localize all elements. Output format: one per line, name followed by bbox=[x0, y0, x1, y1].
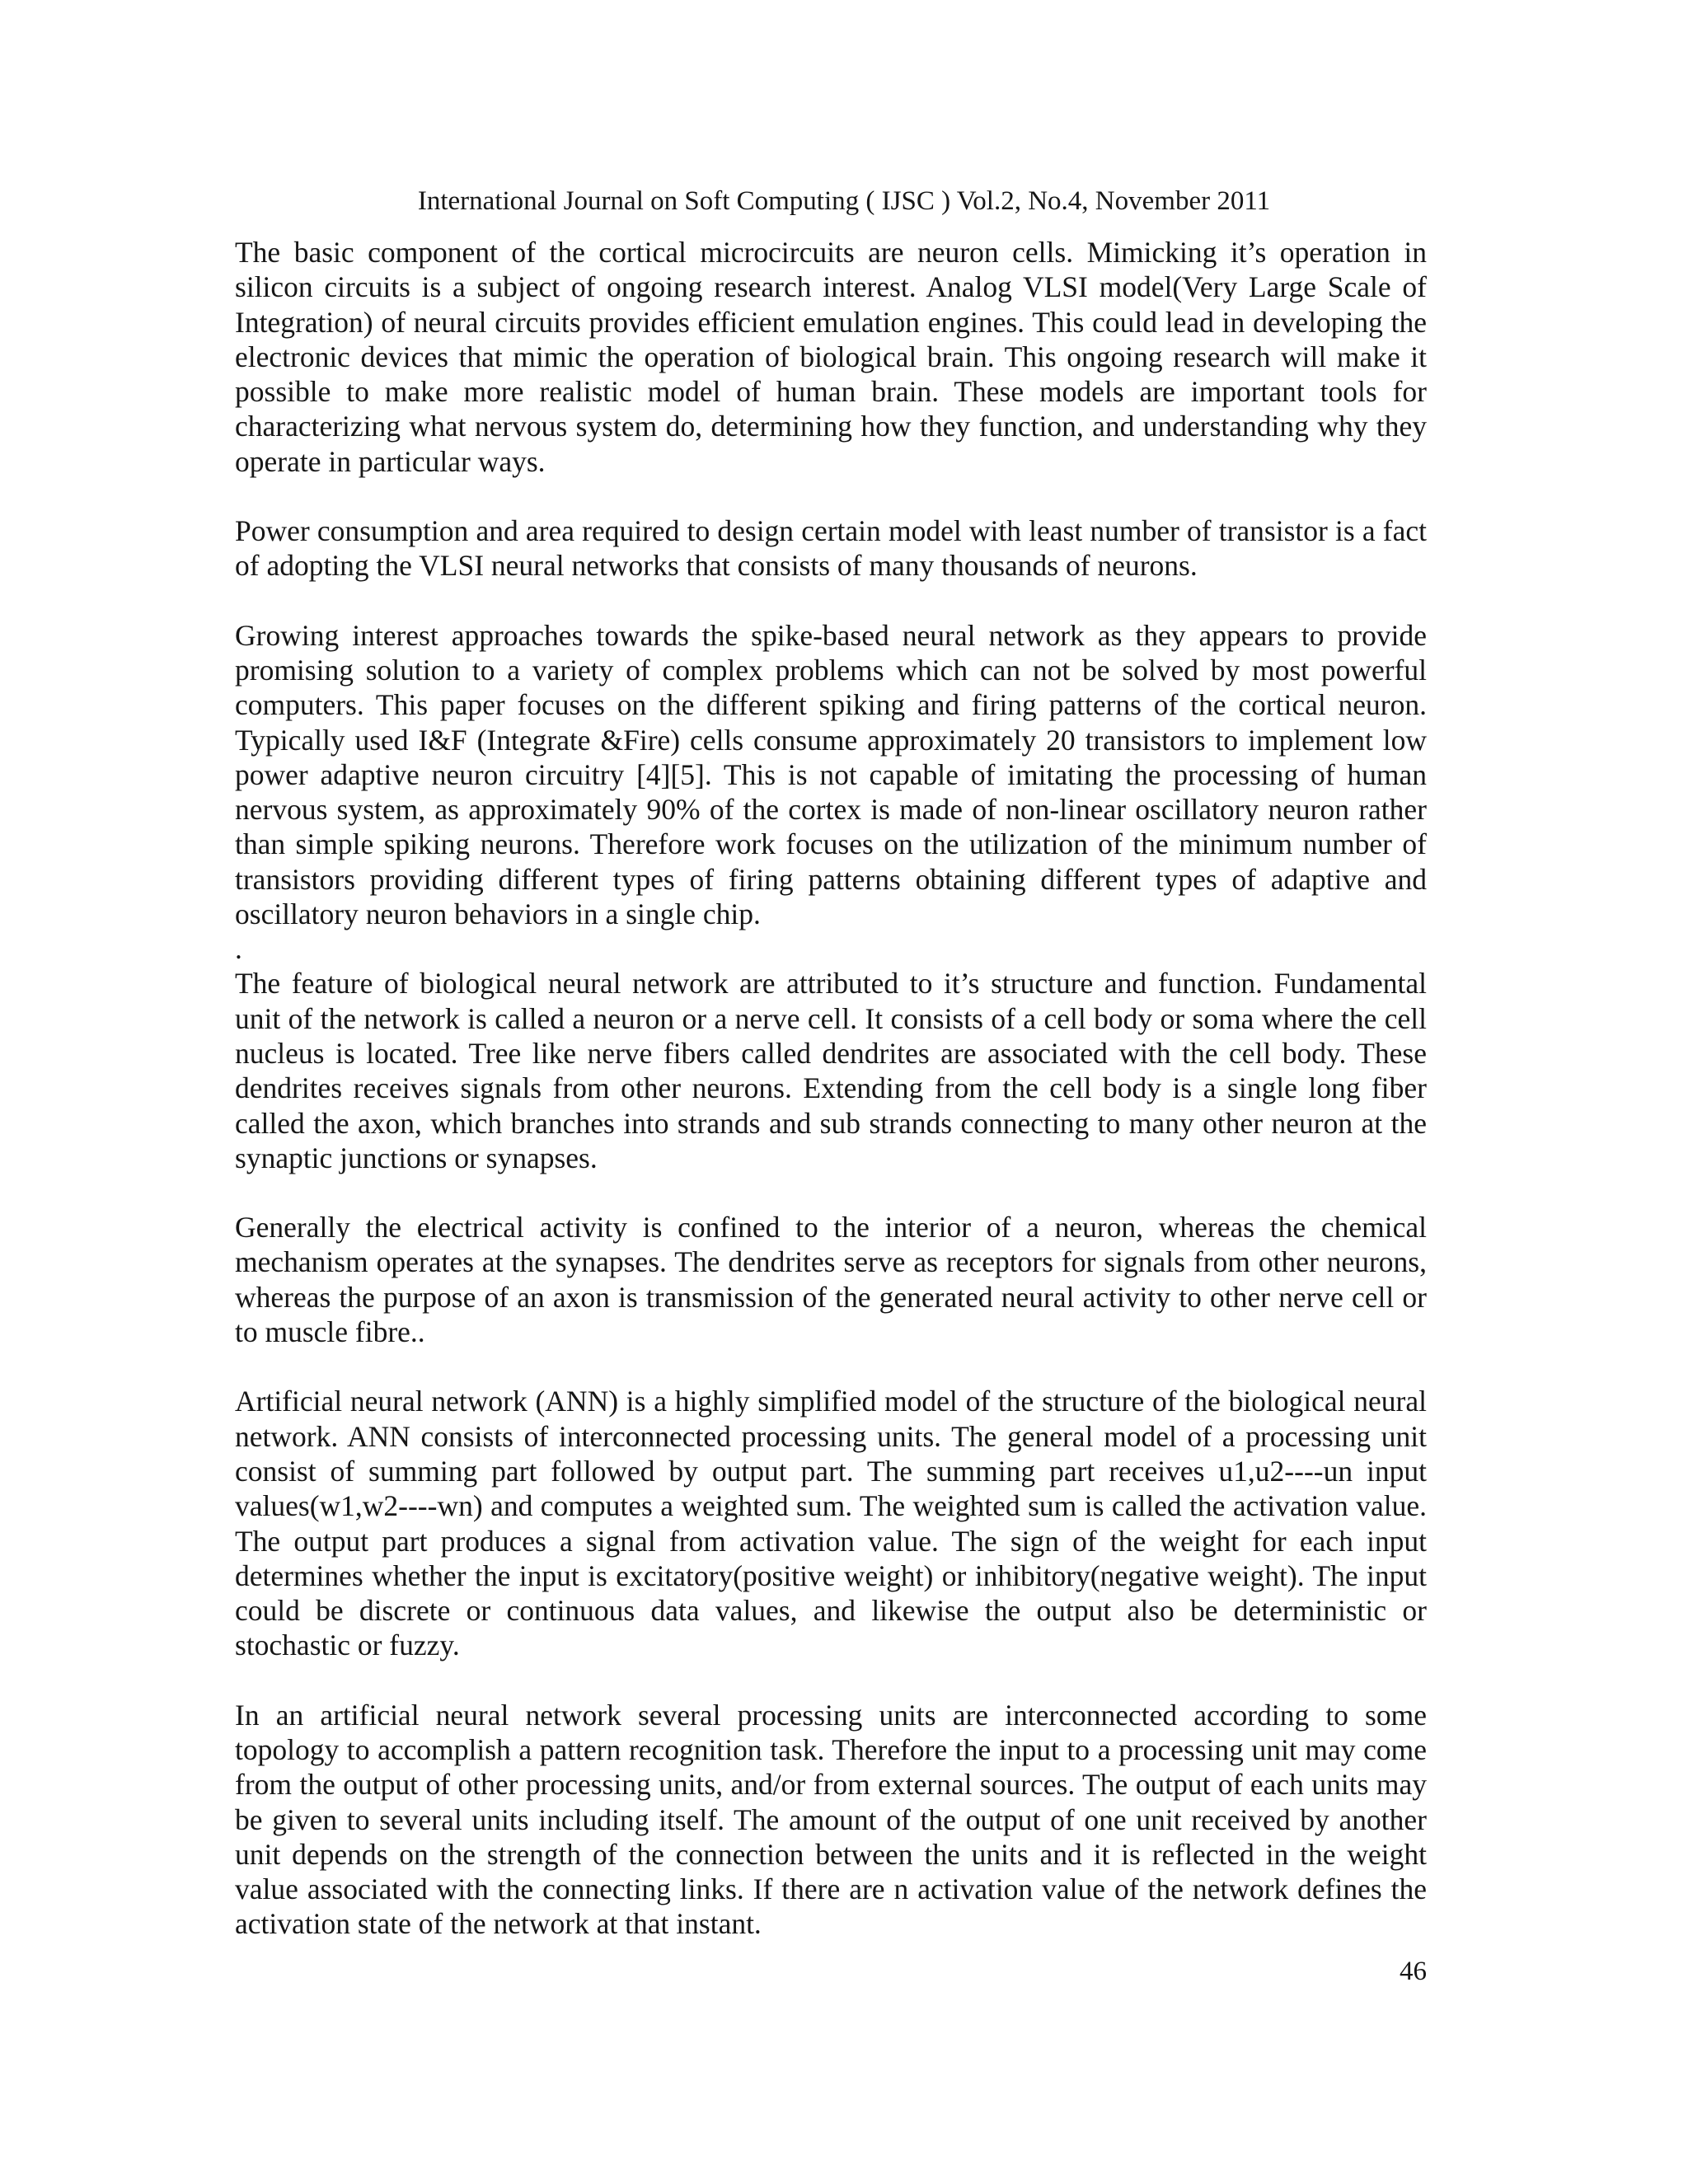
paragraph-biological-neural-network: The feature of biological neural network are attributed to it’s structure and function. Fundamental unit of the network is called a neuron or a nerve cell. It consists of a cell body or soma where the cell nucleus is located. Tree like nerve fibers called dendrites are associated with the cell body. These dendrites receives signals from other neurons. Extending from the cell body is a single long fiber called the axon, which branches into strands and sub strands connecting to many other neuron at the synaptic junctions or synapses. bbox=[235, 967, 1427, 1174]
paragraph-electrical-activity: Generally the electrical activity is confined to the interior of a neuron, whereas the chemical mechanism operates at the synapses. The dendrites serve as receptors for signals from other neurons, whereas the purpose of an axon is transmission of the generated neural activity to other nerve cell or to muscle fibre.. bbox=[235, 1211, 1427, 1349]
paragraph-spacer bbox=[235, 1175, 1427, 1210]
running-header: International Journal on Soft Computing ( IJSC ) Vol.2, No.4, November 2011 bbox=[417, 186, 1271, 216]
paragraph-spike-based-networks: Growing interest approaches towards the spike-based neural network as they appears to provide promising solution to a variety of complex problems which can not be solved by most powerful computers. This paper focuses on the different spiking and firing patterns of the cortical neuron. Typically used I&F (Integrate &Fire) cells consume approximately 20 transistors to implement low power adaptive neuron circuitry [4][5]. This is not capable of imitating the processing of human nervous system, as approximately 90% of the cortex is made of non-linear oscillatory neuron rather than simple spiking neurons. Therefore work focuses on the utilization of the minimum number of transistors providing different types of firing patterns obtaining different types of adaptive and oscillatory neuron behaviors in a single chip. bbox=[235, 618, 1427, 931]
paragraph-processing-units-topology: In an artificial neural network several processing units are interconnected according to some topology to accomplish a pattern recognition task. Therefore the input to a processing unit may come from the output of other processing units, and/or from external sources. The output of each units may be given to several units including itself. The amount of the output of one unit received by another unit depends on the strength of the connection between the units and it is reflected in the weight value associated with the connecting links. If there are n activation value of the network defines the activation state of the network at that instant. bbox=[235, 1698, 1427, 1941]
paragraph-spacer bbox=[235, 1663, 1427, 1698]
paragraph-spacer bbox=[235, 479, 1427, 513]
page-number: 46 bbox=[1400, 1957, 1427, 1986]
stray-period-line: . bbox=[235, 932, 242, 966]
paragraph-spacer bbox=[235, 1349, 1427, 1384]
paragraph-cortical-microcircuits: The basic component of the cortical microcircuits are neuron cells. Mimicking it’s operation in silicon circuits is a subject of ongoing research interest. Analog VLSI model(Very Large Scale of Integration) of neural circuits provides efficient emulation engines. This could lead in developing the electronic devices that mimic the operation of biological brain. This ongoing research will make it possible to make more realistic model of human brain. These models are important tools for characterizing what nervous system do, determining how they function, and understanding why they operate in particular ways. bbox=[235, 236, 1427, 478]
paragraph-spacer bbox=[235, 583, 1427, 618]
article-body bbox=[235, 235, 1427, 1942]
paragraph-artificial-neural-network: Artificial neural network (ANN) is a highly simplified model of the structure of the biological neural network. ANN consists of interconnected processing units. The general model of a processing unit consist of summing part followed by output part. The summing part receives u1,u2----un input values(w1,w2----wn) and computes a weighted sum. The weighted sum is called the activation value. The output part produces a signal from activation value. The sign of the weight for each input determines whether the input is excitatory(positive weight) or inhibitory(negative weight). The input could be discrete or continuous data values, and likewise the output also be deterministic or stochastic or fuzzy. bbox=[235, 1385, 1427, 1662]
paragraph-power-consumption: Power consumption and area required to design certain model with least number of transistor is a fact of adopting the VLSI neural networks that consists of many thousands of neurons. bbox=[235, 514, 1427, 583]
